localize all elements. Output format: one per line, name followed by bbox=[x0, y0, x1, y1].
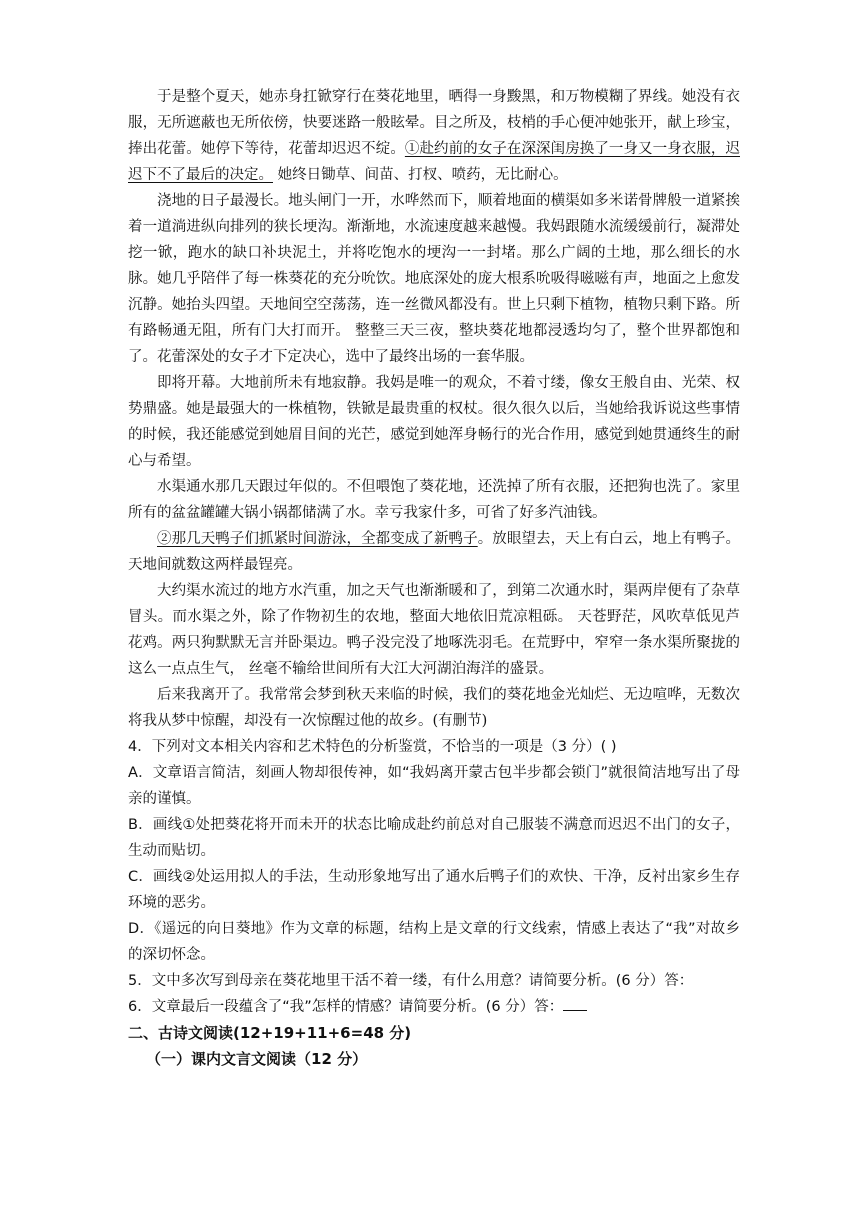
question-text: 6．文章最后一段蕴含了“我”怎样的情感？请简要分析。(6 分）答： bbox=[128, 999, 564, 1015]
passage-paragraph-5 bbox=[128, 526, 740, 578]
question-6 bbox=[128, 994, 740, 1020]
passage-paragraph-7: 后来我离开了。我常常会梦到秋天来临的时候，我们的葵花地金光灿烂、无边喧哗，无数次将我从梦中惊醒，却没有一次惊醒过他的故乡。(有删节) bbox=[128, 687, 740, 729]
emphasis-char: 当 bbox=[470, 739, 486, 755]
passage-text: 。放眼望去，天上有白云，地上有鸭子。天地间就数这两样最锃亮。 bbox=[128, 531, 741, 573]
passage-paragraph-2: 浇地的日子最漫长。地头闸门一开，水哗然而下，顺着地面的横渠如多米诺骨牌般一道紧挨着一道淌进纵向排列的狭长埂沟。渐渐地，水流速度越来越慢。我妈跟随水流缓缓前行，凝滞处挖一锨，跑水的缺口补块泥土，并将吃饱水的埂沟一一封堵。那么广阔的土地，那么细长的水脉。她几乎陪伴了每一株葵花的充分吮饮。地底深处的庞大根系吮吸得嗞嗞有声，地面之上愈发沉静。她抬头四望。天地间空空荡荡，连一丝微风都没有。世上只剩下植物，植物只剩下路。所有路畅通无阻，所有门大打而开。 整整三天三夜，整块葵花地都浸透均匀了，整个世界都饱和了。花蕾深处的女子才下定决心，选中了最终出场的一套华服。 bbox=[128, 193, 740, 365]
question-4 bbox=[128, 734, 740, 760]
emphasis-char: 恰 bbox=[456, 739, 471, 755]
passage-text: 她终日锄草、间苗、打杈、喷药，无比耐心。 bbox=[273, 167, 568, 183]
underlined-sentence-1: ①赴约前的女子在深深闺房换了一身又一身衣服，迟迟下不了最后的决定。 bbox=[128, 141, 740, 183]
subsection-heading-1: （一）课内文言文阅读（12 分） bbox=[146, 1050, 368, 1068]
passage-paragraph-1 bbox=[128, 84, 740, 188]
option-c: C．画线②处运用拟人的手法，生动形象地写出了通水后鸭子们的欢快、干净，反衬出家乡生存环境的恶劣。 bbox=[128, 869, 740, 911]
emphasis-char: 不 bbox=[441, 739, 457, 755]
question-5: 5．文中多次写到母亲在葵花地里干活不着一缕，有什么用意？请简要分析。(6 分）答： bbox=[128, 973, 694, 989]
underlined-sentence-2: ②那几天鸭子们抓紧时间游泳，全都变成了新鸭子 bbox=[157, 531, 478, 547]
option-b: B．画线①处把葵花将开而未开的状态比喻成赴约前总对自己服装不满意而迟迟不出门的女子，生动而贴切。 bbox=[128, 817, 740, 859]
answer-blank[interactable] bbox=[563, 996, 587, 1011]
question-text: 4．下列对文本相关内容和艺术特色的分析鉴赏， bbox=[128, 739, 442, 755]
passage-paragraph-4: 水渠通水那几天跟过年似的。不但喂饱了葵花地，还洗掉了所有衣服，还把狗也洗了。家里所有的盆盆罐罐大锅小锅都储满了水。幸亏我家什多，可省了好多汽油钱。 bbox=[128, 479, 740, 521]
passage-text: 于是整个夏天，她赤身扛锨穿行在葵花地里，晒得一身黢黑，和万物模糊了界线。她没有衣服，无所遮蔽也无所依傍，快要迷路一般眩晕。目之所及，枝梢的手心便冲她张开，献上珍宝，捧出花蕾。她停下等待，花蕾却迟迟不绽。 bbox=[128, 89, 740, 157]
question-text: 的一项是（3 分）( ) bbox=[485, 739, 617, 755]
passage-paragraph-6: 大约渠水流过的地方水汽重，加之天气也渐渐暖和了，到第二次通水时，渠两岸便有了杂草冒头。而水渠之外，除了作物初生的农地，整面大地依旧荒凉粗砾。 天苍野茫，风吹草低见芦花鸡。两只狗默默无言并卧渠边。鸭子没完没了地啄洗羽毛。在荒野中，窄窄一条水渠所聚拢的这么一点点生气， 丝毫不输给世间所有大江大河湖泊海洋的盛景。 bbox=[128, 583, 740, 677]
passage-paragraph-3: 即将开幕。大地前所未有地寂静。我妈是唯一的观众，不着寸缕，像女王般自由、光荣、权势鼎盛。她是最强大的一株植物，铁锨是最贵重的权杖。很久很久以后，当她给我诉说这些事情的时候，我还能感觉到她眉目间的光芒，感觉到她浑身畅行的光合作用，感觉到她贯通终生的耐心与希望。 bbox=[128, 375, 740, 469]
section-heading-2: 二、古诗文阅读(12+19+11+6=48 分) bbox=[128, 1024, 412, 1042]
option-d: D．《遥远的向日葵地》作为文章的标题，结构上是文章的行文线索，情感上表达了“我”对故乡的深切怀念。 bbox=[128, 921, 740, 963]
option-a: A．文章语言简洁，刻画人物却很传神，如“我妈离开蒙古包半步都会锁门”就很简洁地写出了母亲的谨慎。 bbox=[128, 765, 740, 807]
